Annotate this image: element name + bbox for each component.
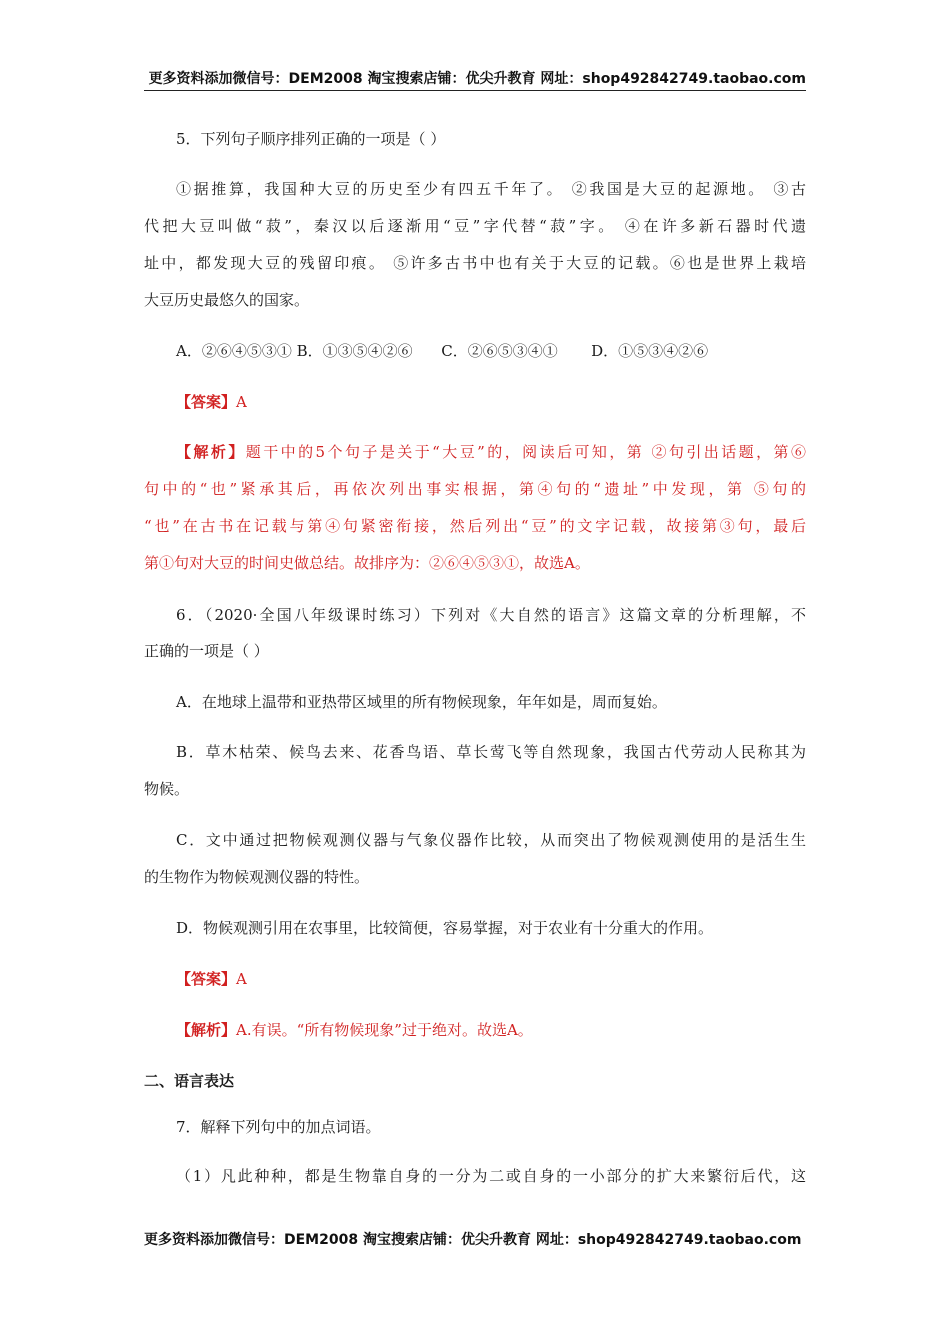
q5-analysis-line: 第①句对大豆的时间史做总结。故排序为：②⑥④⑤③①，故选A。 — [144, 554, 590, 572]
q5-passage-line: 代把大豆叫做“菽”，秦汉以后逐渐用“豆”字代替“菽”字。 ④在许多新石器时代遗 — [144, 217, 806, 235]
section-title: 二、语言表达 — [144, 1072, 235, 1090]
q6-option-b: 物候。 — [144, 780, 190, 798]
q6-option-d: D．物候观测引用在农事里，比较简便，容易掌握，对于农业有十分重大的作用。 — [176, 919, 714, 937]
q5-analysis-line: 句中的“也”紧承其后，再依次列出事实根据，第④句的“遗址”中发现，第 ⑤句的 — [144, 480, 806, 498]
q5-options: A．②⑥④⑤③① B．①③⑤④②⑥ C．②⑥⑤③④① D．①⑤③④②⑥ — [176, 342, 709, 360]
answer-label: 【答案】 — [176, 393, 237, 411]
q5-analysis-line: “也”在古书在记载与第④句紧密衔接，然后列出“豆”的文字记载，故接第③句，最后 — [144, 517, 806, 535]
q6-answer — [176, 968, 247, 989]
page-footer: 更多资料添加微信号：DEM2008 淘宝搜索店铺：优尖升教育 网址：shop492842749.taobao.com — [144, 1232, 802, 1248]
q5-passage-line: ①据推算，我国种大豆的历史至少有四五千年了。 ②我国是大豆的起源地。 ③古 — [176, 180, 806, 198]
header-divider — [144, 90, 806, 91]
q6-stem-line: 正确的一项是（ ） — [144, 642, 269, 660]
q5-answer — [176, 391, 247, 412]
q5-passage-line: 大豆历史最悠久的国家。 — [144, 291, 310, 309]
q5-analysis-line: 【解析】题干中的5个句子是关于“大豆”的，阅读后可知，第 ②句引出话题，第⑥ — [176, 443, 806, 461]
page-header: 更多资料添加微信号：DEM2008 淘宝搜索店铺：优尖升教育 网址：shop492842749.taobao.com — [148, 71, 806, 87]
q5-passage-line: 址中，都发现大豆的残留印痕。 ⑤许多古书中也有关于大豆的记载。⑥也是世界上栽培 — [144, 254, 806, 272]
q7-sub1: （1）凡此种种，都是生物靠自身的一分为二或自身的一小部分的扩大来繁衍后代，这 — [176, 1167, 806, 1185]
answer-value: A — [236, 393, 247, 411]
q6-analysis: 【解析】A.有误。“所有物候现象”过于绝对。故选A。 — [176, 1021, 533, 1039]
q5-stem: 5．下列句子顺序排列正确的一项是（ ） — [176, 130, 446, 148]
q6-stem-line: 6．（2020·全国八年级课时练习）下列对《大自然的语言》这篇文章的分析理解，不 — [176, 606, 806, 624]
answer-label: 【答案】 — [176, 970, 237, 988]
q7-stem: 7．解释下列句中的加点词语。 — [176, 1118, 381, 1136]
q6-option-c: 的生物作为物候观测仪器的特性。 — [144, 868, 370, 886]
answer-value: A — [236, 970, 247, 988]
analysis-label: 【解析】 — [176, 443, 246, 461]
analysis-label: 【解析】 — [176, 1021, 237, 1039]
q6-option-c: C．文中通过把物候观测仪器与气象仪器作比较，从而突出了物候观测使用的是活生生 — [176, 831, 806, 849]
q6-option-a: A．在地球上温带和亚热带区域里的所有物候现象，年年如是，周而复始。 — [176, 693, 667, 711]
q6-option-b: B．草木枯荣、候鸟去来、花香鸟语、草长莺飞等自然现象，我国古代劳动人民称其为 — [176, 743, 806, 761]
